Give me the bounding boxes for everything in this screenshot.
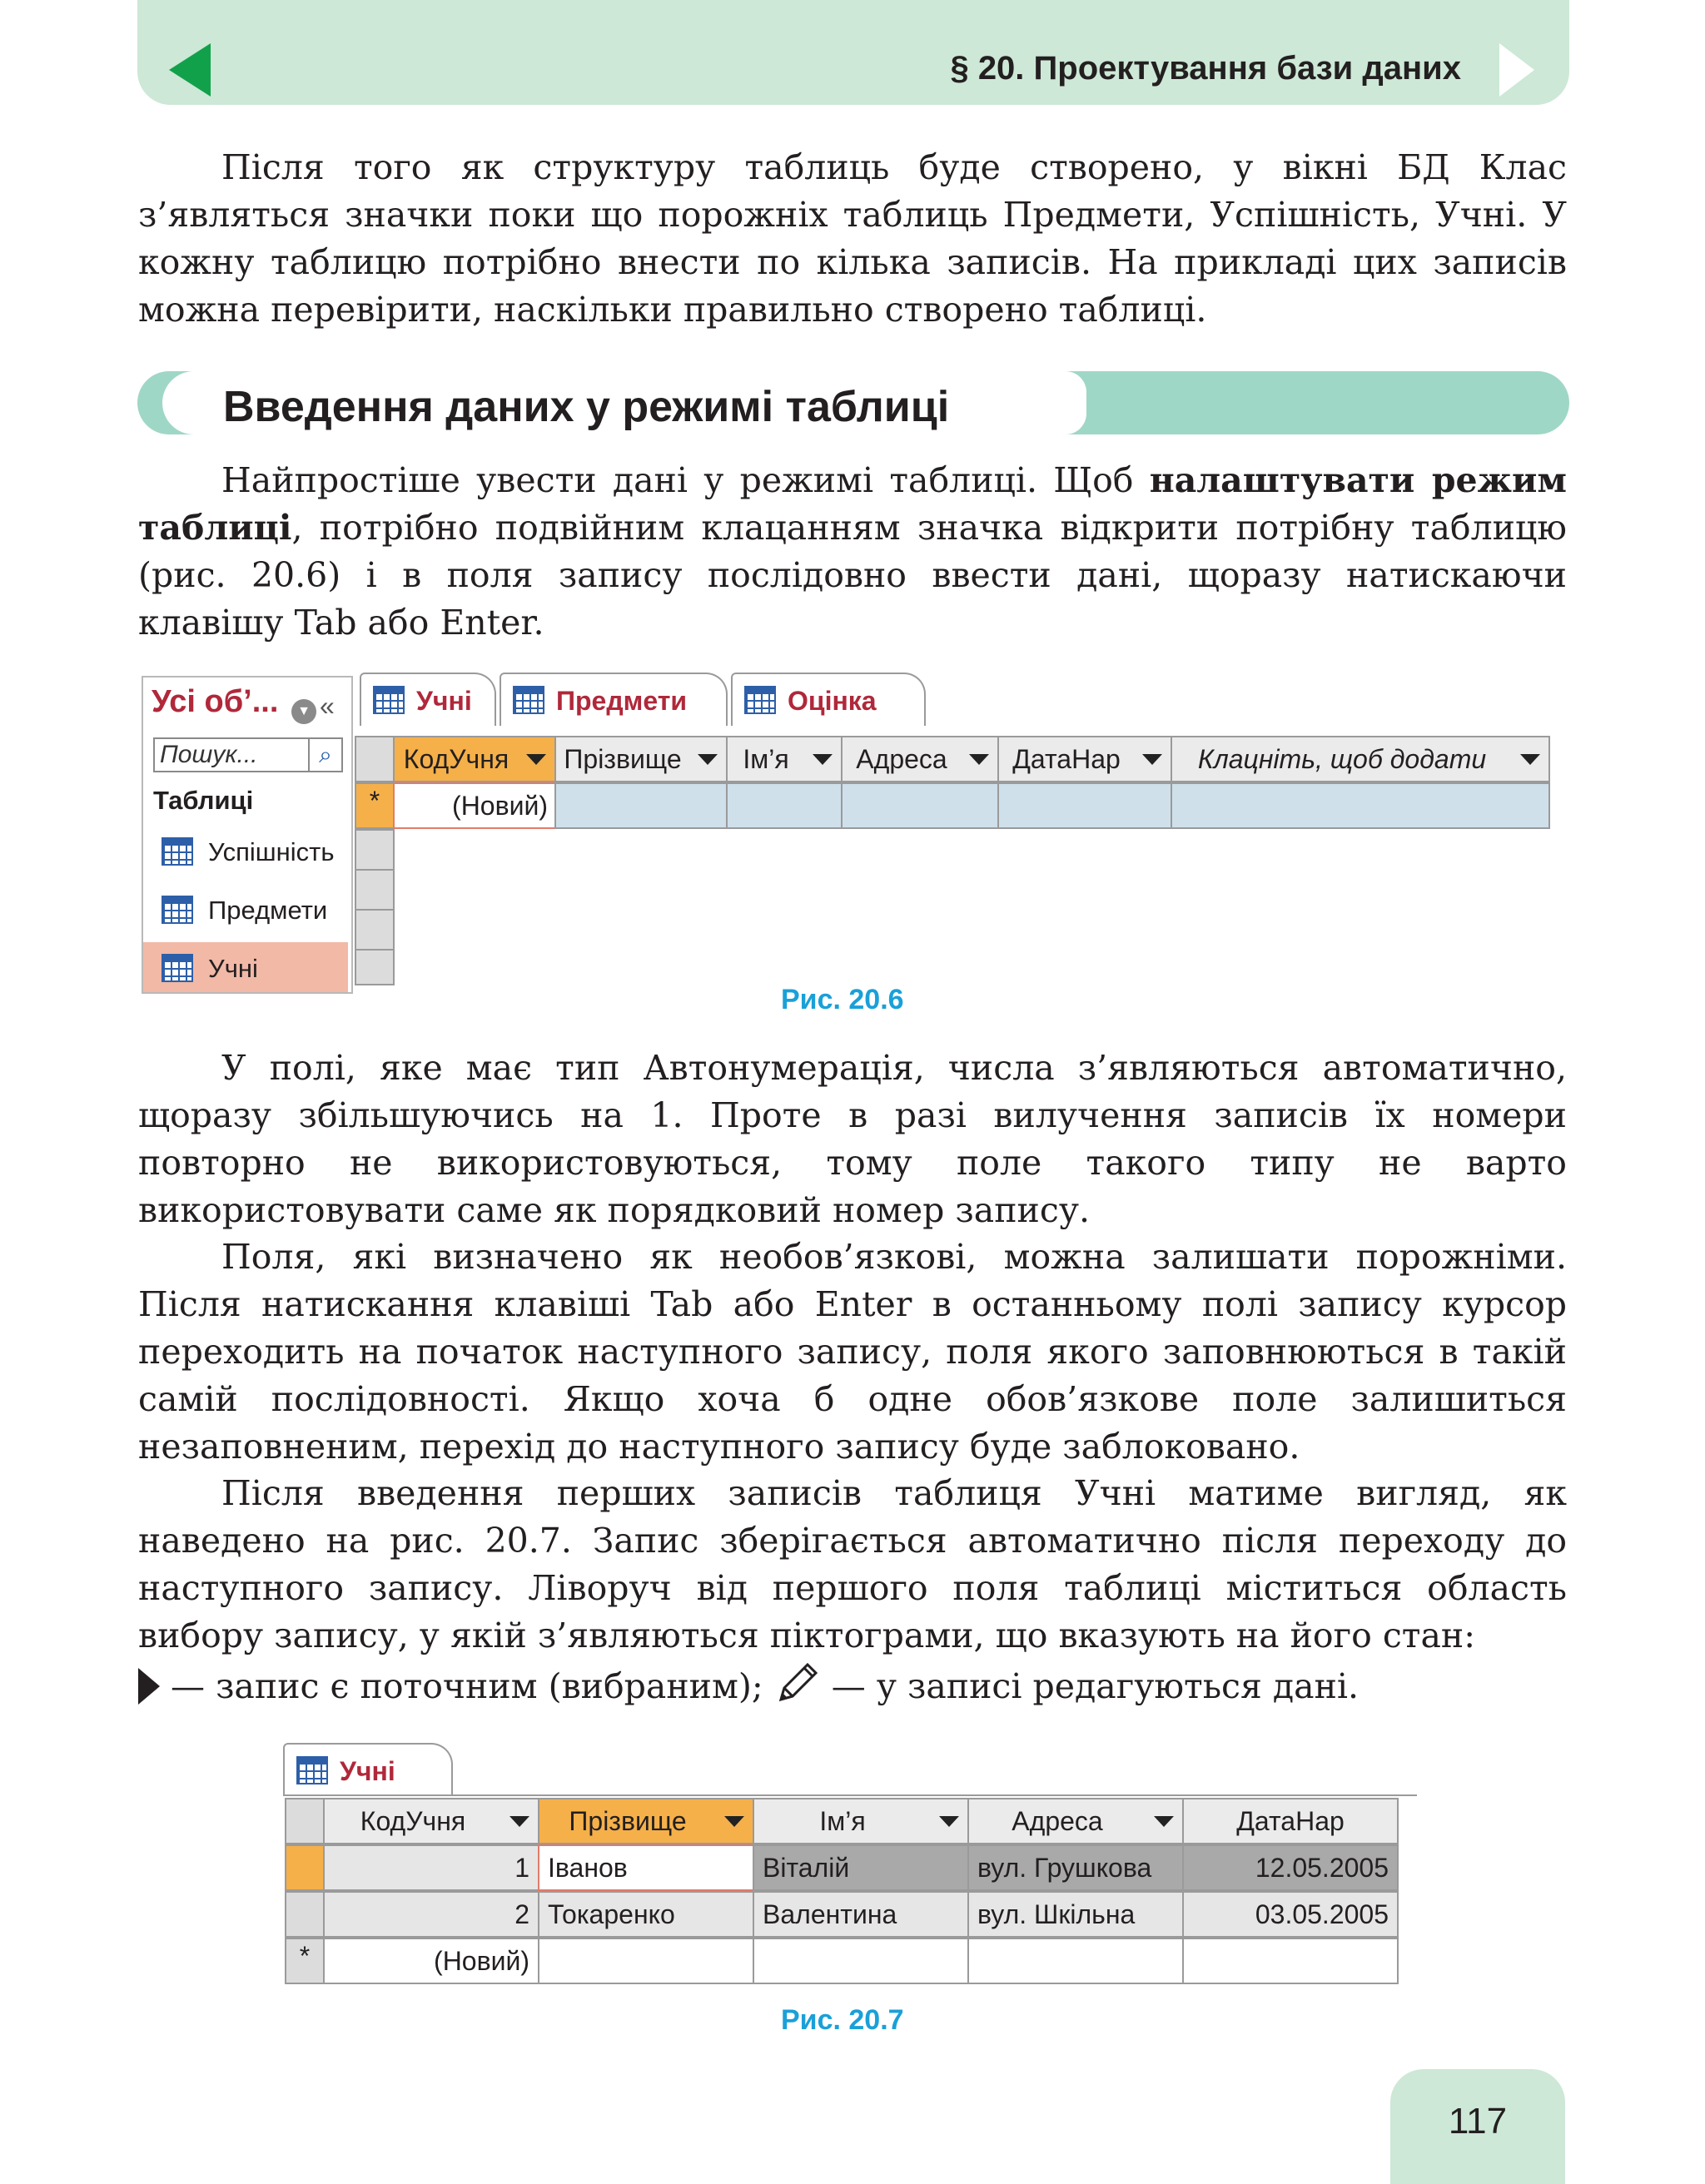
intro-paragraph: Після того як структуру таблиць буде створено, у вікні БД Клас з’являться значки поки що порожніх таблиць Предмети, Успішність, Учні. У кожну таблицю потрібно внести по кілька записів. На прикладі цих записів можна перевірити, наскільки правильно створено таблиці. bbox=[138, 147, 1567, 330]
figure-caption: Рис. 20.6 bbox=[781, 984, 904, 1015]
column-header[interactable]: Адреса bbox=[841, 736, 999, 782]
column-header[interactable]: Прізвище bbox=[538, 1798, 754, 1844]
table-cell[interactable]: 12.05.2005 bbox=[1182, 1844, 1399, 1891]
table-cell[interactable] bbox=[1171, 782, 1550, 829]
table-cell[interactable]: Токаренко bbox=[538, 1891, 754, 1938]
table-cell[interactable] bbox=[1182, 1938, 1399, 1984]
paragraph-2: У полі, яке має тип Автонумерація, числа з’являються автоматично, щоразу збільшуючись на 1. Проте в разі вилучення записів їх номери повторно не використовуються, тому поле такого типу не варто використовувати саме як порядковий номер запису. bbox=[138, 1048, 1567, 1230]
table-cell[interactable]: 03.05.2005 bbox=[1182, 1891, 1399, 1938]
chapter-title: § 20. Проектування бази даних bbox=[950, 50, 1461, 87]
table-cell[interactable]: вул. Шкільна bbox=[967, 1891, 1184, 1938]
table-cell[interactable] bbox=[538, 1938, 754, 1984]
table-cell[interactable] bbox=[967, 1938, 1184, 1984]
record-selector[interactable] bbox=[355, 869, 395, 911]
table-cell[interactable]: вул. Грушкова bbox=[967, 1844, 1184, 1891]
select-all-cell[interactable] bbox=[355, 736, 395, 782]
dropdown-arrow-icon[interactable] bbox=[1142, 754, 1162, 765]
table-cell[interactable]: Валентина bbox=[753, 1891, 969, 1938]
select-all-cell[interactable] bbox=[285, 1798, 325, 1844]
column-header[interactable]: КодУчня bbox=[393, 736, 556, 782]
back-arrow-icon[interactable] bbox=[169, 43, 211, 97]
table-icon bbox=[513, 686, 544, 714]
figure-20-6 bbox=[142, 673, 1565, 990]
navigation-pane bbox=[142, 676, 353, 994]
record-selector[interactable] bbox=[355, 909, 395, 951]
dropdown-arrow-icon[interactable] bbox=[698, 754, 718, 765]
record-selector[interactable]: * bbox=[285, 1938, 325, 1984]
column-header[interactable]: Прізвище bbox=[554, 736, 728, 782]
paragraph-3: Поля, які визначено як необов’язкові, можна залишати порожніми. Після натискання клавіші Tab або Enter в останньому полі запису курсор переходить на початок наступного запису, поля якого заповнюються в такій самій послідовності. Якщо хоча б одне обов’язкове поле залишиться незаповненим, перехід до наступного запису буде заблоковано. bbox=[138, 1237, 1567, 1467]
dropdown-arrow-icon[interactable] bbox=[1520, 754, 1540, 765]
add-column-header[interactable]: Клацніть, щоб додати bbox=[1171, 736, 1550, 782]
chapter-header bbox=[137, 0, 1569, 105]
paragraph-4: Після введення перших записів таблиця Учні матиме вигляд, як наведено на рис. 20.7. Запис зберігається автоматично після переходу до наступного запису. Ліворуч від першого поля таблиці міститься область вибору запису, у якій з’являються піктограми, що вказують на його стан: — запис є поточним (вибраним); — у записі редагуються дані. bbox=[138, 1470, 1567, 1719]
dropdown-arrow-icon[interactable] bbox=[969, 754, 989, 765]
record-selector[interactable]: * bbox=[355, 782, 395, 829]
table-icon bbox=[296, 1756, 328, 1784]
tab-otsinka[interactable]: Оцінка bbox=[731, 673, 926, 726]
table-icon bbox=[162, 837, 193, 866]
table-cell[interactable] bbox=[554, 782, 728, 829]
section-title: Введення даних у режимі таблиці bbox=[223, 383, 950, 431]
column-header[interactable]: КодУчня bbox=[323, 1798, 539, 1844]
new-record-cell[interactable]: (Новий) bbox=[323, 1938, 539, 1984]
nav-pane-title[interactable]: Усі об’... bbox=[152, 684, 279, 719]
tab-uchni[interactable]: Учні bbox=[360, 673, 496, 726]
table-cell[interactable] bbox=[997, 782, 1172, 829]
table-cell[interactable] bbox=[726, 782, 843, 829]
dropdown-arrow-icon[interactable] bbox=[724, 1816, 744, 1827]
chevron-down-icon[interactable]: ▼ bbox=[291, 699, 316, 724]
column-header[interactable]: Адреса bbox=[967, 1798, 1184, 1844]
figure-20-7 bbox=[283, 1743, 1424, 1984]
column-header[interactable]: Ім’я bbox=[726, 736, 843, 782]
table-cell[interactable]: Іванов bbox=[538, 1844, 754, 1891]
table-cell[interactable]: 1 bbox=[323, 1844, 539, 1891]
dropdown-arrow-icon[interactable] bbox=[813, 754, 833, 765]
current-record-icon bbox=[138, 1668, 160, 1705]
paragraph-1: Найпростіше увести дані у режимі таблиці. Щоб налаштувати режим таблиці, потрібно подвійним клацанням значка відкрити потрібну таблицю (рис. 20.6) і в поля запису послідовно ввести дані, щоразу натискаючи клавішу Tab або Enter. bbox=[138, 460, 1567, 643]
tab-predmety[interactable]: Предмети bbox=[500, 673, 728, 726]
pencil-icon bbox=[774, 1660, 821, 1719]
table-cell[interactable]: 2 bbox=[323, 1891, 539, 1938]
record-selector[interactable] bbox=[285, 1844, 325, 1891]
table-icon bbox=[373, 686, 405, 714]
record-selector[interactable] bbox=[355, 949, 395, 985]
table-cell[interactable] bbox=[753, 1938, 969, 1984]
nav-item-uchni[interactable]: Учні bbox=[143, 942, 348, 992]
page-number: 117 bbox=[1448, 2101, 1508, 2142]
dropdown-arrow-icon[interactable] bbox=[939, 1816, 959, 1827]
collapse-icon[interactable]: « bbox=[320, 691, 335, 721]
table-icon bbox=[744, 686, 776, 714]
table-cell[interactable]: Віталій bbox=[753, 1844, 969, 1891]
page-number-tab bbox=[1390, 2069, 1565, 2184]
record-selector[interactable] bbox=[355, 829, 395, 871]
table-icon bbox=[162, 896, 193, 924]
record-selector[interactable] bbox=[285, 1891, 325, 1938]
search-icon[interactable]: ⌕ bbox=[308, 739, 341, 771]
new-record-cell[interactable]: (Новий) bbox=[393, 782, 556, 829]
table-icon bbox=[162, 954, 193, 982]
column-header[interactable]: ДатаНар bbox=[997, 736, 1172, 782]
figure-caption: Рис. 20.7 bbox=[781, 2004, 904, 2036]
dropdown-arrow-icon[interactable] bbox=[510, 1816, 529, 1827]
table-cell[interactable] bbox=[841, 782, 999, 829]
forward-arrow-icon[interactable] bbox=[1499, 43, 1534, 97]
column-header[interactable]: Ім’я bbox=[753, 1798, 969, 1844]
nav-group-label: Таблиці bbox=[153, 786, 254, 815]
dropdown-arrow-icon[interactable] bbox=[1154, 1816, 1174, 1827]
divider bbox=[283, 1794, 1417, 1796]
dropdown-arrow-icon[interactable] bbox=[526, 754, 546, 765]
column-header[interactable]: ДатаНар bbox=[1182, 1798, 1399, 1844]
search-input[interactable]: Пошук... ⌕ bbox=[153, 737, 343, 772]
tab-uchni[interactable]: Учні bbox=[283, 1743, 453, 1796]
nav-item-uspishnist[interactable]: Успішність bbox=[143, 826, 348, 876]
nav-item-predmety[interactable]: Предмети bbox=[143, 884, 348, 934]
